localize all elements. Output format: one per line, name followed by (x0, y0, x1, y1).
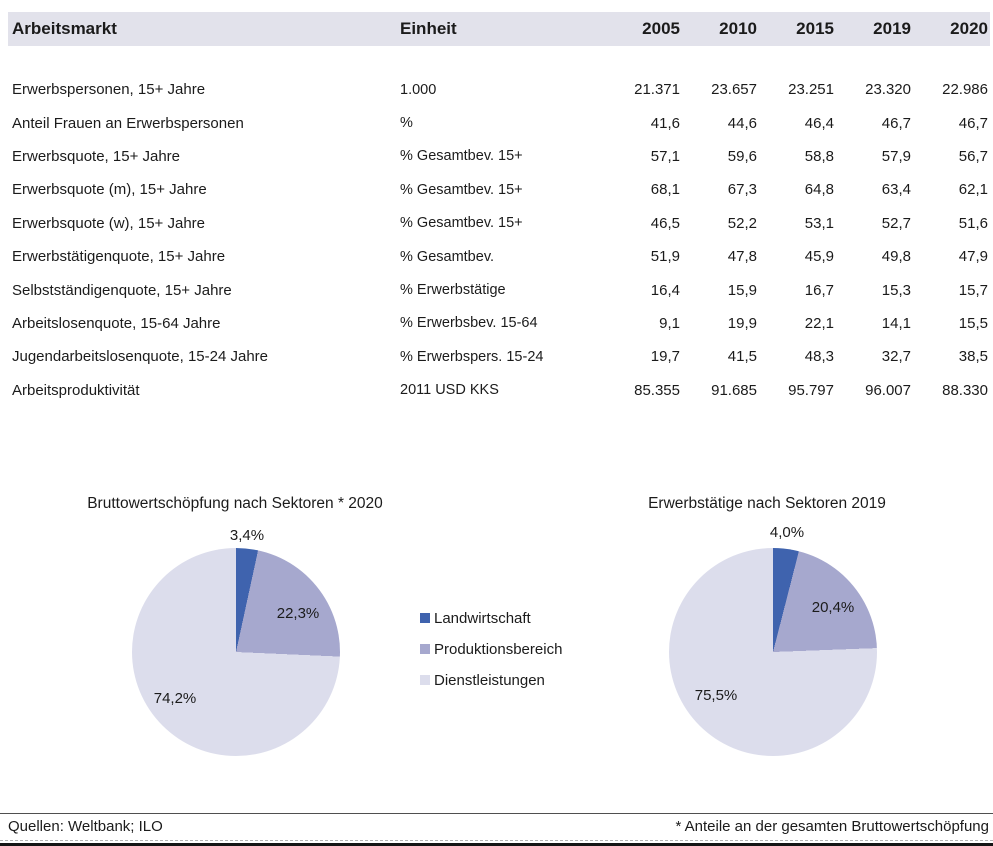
row-value: 22.986 (942, 81, 988, 99)
table-row (8, 73, 990, 106)
row-value: 16,4 (650, 281, 680, 299)
legend-item-dienstleistungen (420, 671, 562, 689)
row-value: 46,7 (881, 114, 911, 132)
row-value: 47,8 (727, 248, 757, 266)
row-label: Arbeitslosenquote, 15-64 Jahre (12, 314, 221, 332)
row-value: 52,7 (881, 214, 911, 232)
row-value: 51,9 (650, 248, 680, 266)
row-value: 57,9 (881, 147, 911, 165)
unit-column-header: Einheit (400, 19, 457, 38)
row-value: 46,7 (958, 114, 988, 132)
year-column-header: 2010 (719, 19, 757, 38)
row-value: 23.320 (865, 81, 911, 99)
row-value: 96.007 (865, 381, 911, 399)
row-value: 85.355 (634, 381, 680, 399)
row-value: 63,4 (881, 181, 911, 199)
year-column-header: 2005 (642, 19, 680, 38)
row-unit: 2011 USD KKS (400, 382, 499, 399)
row-value: 59,6 (727, 147, 757, 165)
row-unit: % Erwerbstätige (400, 282, 506, 299)
row-value: 14,1 (881, 314, 911, 332)
row-value: 41,6 (650, 114, 680, 132)
pie-title-bruttowertschoepfung: Bruttowertschöpfung nach Sektoren * 2020 (87, 495, 383, 512)
table-row (8, 340, 990, 373)
row-value: 38,5 (958, 348, 988, 366)
row-label: Erwerbsquote (w), 15+ Jahre (12, 214, 206, 232)
table-row (8, 273, 990, 306)
legend-swatch-icon (420, 613, 430, 623)
table-row (8, 307, 990, 340)
legend-item-landwirtschaft (420, 609, 562, 627)
page-footer (0, 813, 993, 846)
row-unit: % Gesamtbev. 15+ (400, 148, 523, 165)
row-unit: % Gesamtbev. 15+ (400, 215, 523, 232)
table-body (8, 73, 990, 407)
pie-slice-label: 22,3% (276, 605, 320, 622)
year-column-header: 2020 (950, 19, 988, 38)
labor-market-table (8, 12, 990, 407)
footnote-text: * Anteile an der gesamten Bruttowertschöpfung (675, 818, 989, 835)
table-row (8, 140, 990, 173)
row-value: 56,7 (958, 147, 988, 165)
pie-slice-label: 75,5% (694, 687, 738, 704)
row-value: 52,2 (727, 214, 757, 232)
legend-label: Dienstleistungen (434, 671, 545, 689)
row-value: 46,5 (650, 214, 680, 232)
row-value: 45,9 (804, 248, 834, 266)
row-label: Erwerbsquote (m), 15+ Jahre (12, 181, 207, 199)
year-column-header: 2015 (796, 19, 834, 38)
row-label: Erwerbstätigenquote, 15+ Jahre (12, 248, 226, 266)
pie-title-erwerbstaetige: Erwerbstätige nach Sektoren 2019 (648, 495, 886, 512)
row-value: 91.685 (711, 381, 757, 399)
pie-slice-label: 20,4% (811, 599, 855, 616)
row-label: Erwerbspersonen, 15+ Jahre (12, 81, 206, 99)
row-value: 15,3 (881, 281, 911, 299)
row-unit: % (400, 115, 413, 132)
pie-slice-label: 74,2% (153, 690, 197, 707)
row-label: Erwerbsquote, 15+ Jahre (12, 147, 181, 165)
row-unit: % Gesamtbev. 15+ (400, 181, 523, 198)
row-unit: % Erwerbspers. 15-24 (400, 348, 544, 365)
table-row (8, 207, 990, 240)
row-value: 15,9 (727, 281, 757, 299)
row-value: 47,9 (958, 248, 988, 266)
row-label: Arbeitsproduktivität (12, 381, 140, 399)
charts-area (0, 482, 993, 807)
row-unit: 1.000 (400, 81, 437, 98)
pie-chart-erwerbstaetige (669, 548, 877, 756)
row-value: 23.251 (788, 81, 834, 99)
row-label: Selbstständigenquote, 15+ Jahre (12, 281, 232, 299)
row-unit: % Gesamtbev. (400, 248, 495, 265)
table-row (8, 106, 990, 139)
table-title: Arbeitsmarkt (12, 19, 117, 38)
row-label: Anteil Frauen an Erwerbspersonen (12, 114, 244, 132)
row-value: 88.330 (942, 381, 988, 399)
legend-swatch-icon (420, 675, 430, 685)
row-value: 57,1 (650, 147, 680, 165)
pie-slice-label: 4,0% (769, 524, 805, 541)
row-value: 19,7 (650, 348, 680, 366)
pie-chart-bruttowertschoepfung (132, 548, 340, 756)
row-unit: % Erwerbsbev. 15-64 (400, 315, 538, 332)
pie-slice-label: 3,4% (229, 527, 265, 544)
row-label: Jugendarbeitslosenquote, 15-24 Jahre (12, 348, 269, 366)
row-value: 16,7 (804, 281, 834, 299)
row-value: 68,1 (650, 181, 680, 199)
legend-swatch-icon (420, 644, 430, 654)
row-value: 15,7 (958, 281, 988, 299)
row-value: 46,4 (804, 114, 834, 132)
table-row (8, 173, 990, 206)
footer-text-row (0, 813, 993, 840)
row-value: 51,6 (958, 214, 988, 232)
row-value: 32,7 (881, 348, 911, 366)
row-value: 19,9 (727, 314, 757, 332)
row-value: 15,5 (958, 314, 988, 332)
row-value: 62,1 (958, 181, 988, 199)
row-value: 23.657 (711, 81, 757, 99)
row-value: 58,8 (804, 147, 834, 165)
row-value: 21.371 (634, 81, 680, 99)
sources-text: Quellen: Weltbank; ILO (8, 818, 163, 835)
legend-label: Produktionsbereich (434, 640, 563, 658)
row-value: 44,6 (727, 114, 757, 132)
pie-legend (420, 609, 562, 702)
table-header-row (8, 12, 990, 46)
row-value: 53,1 (804, 214, 834, 232)
row-value: 41,5 (727, 348, 757, 366)
table-row (8, 240, 990, 273)
row-value: 22,1 (804, 314, 834, 332)
row-value: 48,3 (804, 348, 834, 366)
row-value: 9,1 (659, 314, 680, 332)
table-row (8, 374, 990, 407)
legend-label: Landwirtschaft (434, 609, 531, 627)
legend-item-produktionsbereich (420, 640, 562, 658)
row-value: 67,3 (727, 181, 757, 199)
row-value: 49,8 (881, 248, 911, 266)
row-value: 95.797 (788, 381, 834, 399)
row-value: 64,8 (804, 181, 834, 199)
year-column-header: 2019 (873, 19, 911, 38)
